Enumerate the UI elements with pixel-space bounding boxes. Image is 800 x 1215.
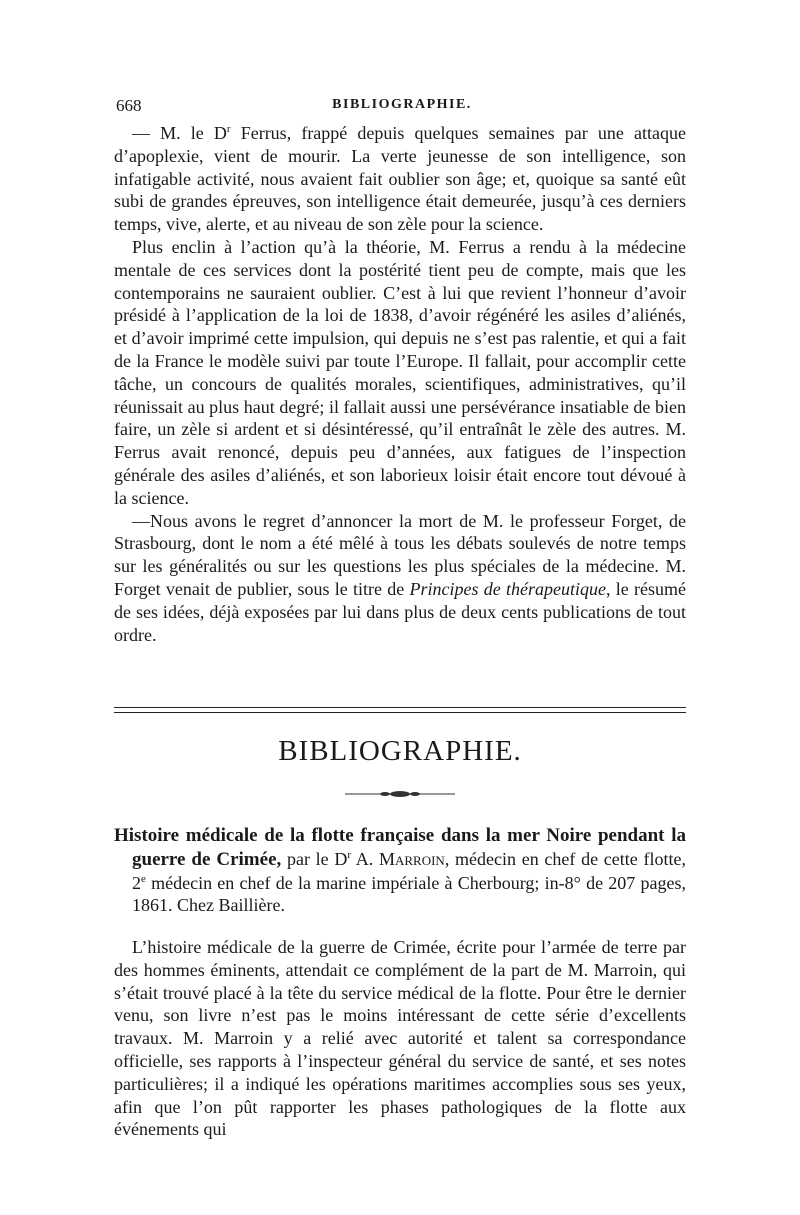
review-details-b: médecin en chef de la marine impériale à Cherbourg; in-8° de 207 pages, 1861. Chez Baillière. — [132, 872, 686, 916]
review-body — [114, 936, 686, 1141]
review-paragraph: L’histoire médicale de la guerre de Crimée, écrite pour l’armée de terre par des hommes éminents, attendait ce complément de la part de M. Marroin, qui s’était trouvé placé à la tête du service médical de la flotte. Pour être le dernier venu, son livre n’est pas le moins intéressant de cette série d’excellents travaux. M. Marroin y a relié avec autorité et talent sa correspondance officielle, ses rapports à l’inspecteur général du service de santé, et ses notes particulières; il a indiqué les opérations maritimes accomplies sous ses yeux, afin que l’on pût rapporter les phases pathologiques de la flotte aux événements qui — [114, 937, 686, 1140]
divider-rule-top — [114, 707, 686, 708]
review-citation — [114, 824, 686, 917]
obituaries-section — [114, 122, 686, 646]
author-name: Marroin — [378, 848, 445, 869]
ordinal-superscript: e — [141, 872, 146, 885]
obituary-ferrus-text: Ferrus, frappé depuis quelques semaines par une attaque d’apoplexie, vient de mourir. La verte jeunesse de son intelligence, son infatigable activité, nous avaient fait oublier son âge; et, quoique sa santé eût subi de grandes épreuves, son intelligence était demeurée, jusqu’à ces derniers temps, vive, alerte, et au niveau de son zèle pour la science. — [114, 123, 686, 235]
section-title: BIBLIOGRAPHIE. — [278, 735, 522, 767]
book-title-italic: Principes de thérapeutique — [409, 578, 606, 599]
review-by: par le D — [281, 848, 348, 869]
review-details-a: , médecin en chef de cette flotte, 2 — [132, 848, 686, 893]
running-title: BIBLIOGRAPHIE. — [332, 97, 472, 112]
review-heading — [114, 824, 686, 917]
page-number: 668 — [116, 96, 142, 115]
obituary-forget-end: , le résumé de ses idées, déjà exposées par lui dans plus de deux cents publications de tout ordre. — [114, 578, 686, 645]
obituary-ferrus-prefix: — M. le D — [132, 123, 227, 143]
author-initial: A. — [351, 848, 379, 869]
divider-rule-bottom — [114, 712, 686, 713]
obituary-ferrus-paragraph-1 — [114, 122, 686, 236]
ornament-icon — [345, 790, 455, 798]
doctor-superscript: r — [226, 123, 231, 135]
obituary-forget-text: —Nous avons le regret d’annoncer la mort de M. le professeur Forget, de Strasbourg, dont le nom a été mêlé à tous les débats soulevés de notre temps sur les généralités ou sur les questions les plus spéciales de la médecine. M. Forget venait de publier, sous le titre de — [114, 510, 686, 599]
section-divider — [114, 707, 686, 713]
doctor-superscript: r — [347, 848, 352, 861]
obituary-ferrus-paragraph-2: Plus enclin à l’action qu’à la théorie, M. Ferrus a rendu à la médecine mentale de ces services dont la postérité tient peu de compte, mais que les contemporains ne sauraient oublier. C’est à lui que revient l’honneur d’avoir présidé à l’application de la loi de 1838, d’avoir régénéré les asiles d’aliénés, et d’avoir imprimé cette impulsion, qui depuis ne s’est pas ralentie, et qui a fait de la France le modèle suivi par toute l’Europe. Il fallait, pour accomplir cette tâche, un concours de qualités morales, scientifiques, administratives, qu’il réunissait au plus haut degré; il fallait aussi une persévérance insatiable de bien faire, un zèle si ardent et si désintéressé, qu’il entraînât le zèle des autres. M. Ferrus avait renoncé, depuis peu d’années, aux fatigues de l’inspection générale des asiles d’aliénés, et son laborieux loisir était encore tout dévoué à la science. — [114, 236, 686, 508]
page-header — [116, 96, 688, 118]
obituary-forget-paragraph — [114, 510, 686, 647]
reviewed-book-title: Histoire médicale de la flotte française dans la mer Noire pendant la guerre de Crimée, — [114, 825, 686, 870]
